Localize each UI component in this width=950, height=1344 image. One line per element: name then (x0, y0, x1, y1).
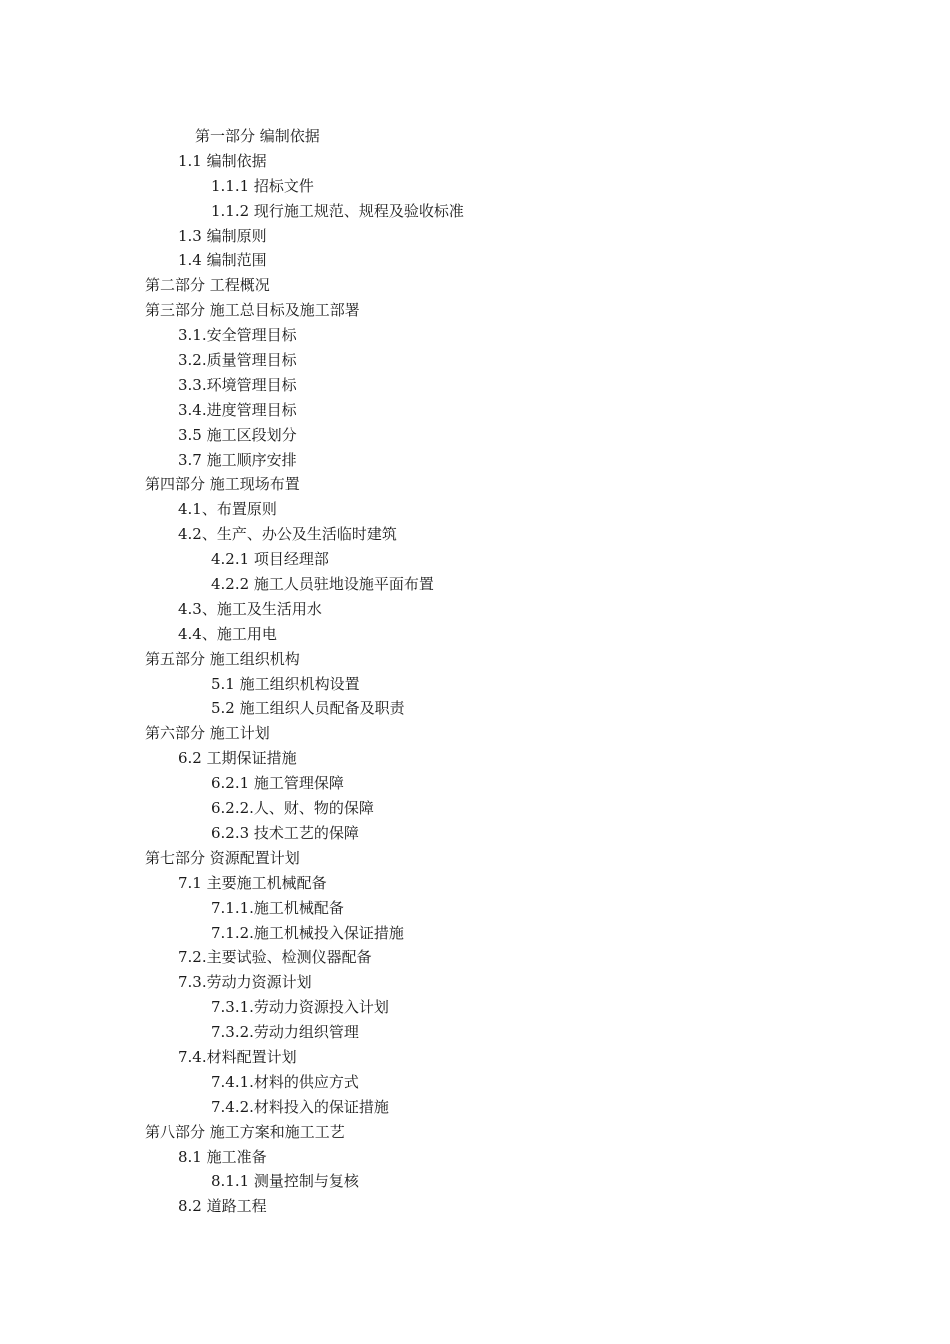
toc-entry: 7.1.1.施工机械配备 (211, 898, 344, 917)
toc-entry: 8.1.1 测量控制与复核 (211, 1172, 359, 1191)
toc-entry: 4.4、施工用电 (178, 624, 277, 643)
toc-part-heading: 第三部分 施工总目标及施工部署 (145, 301, 360, 320)
table-of-contents (0, 124, 950, 1219)
toc-part-heading: 第六部分 施工计划 (145, 724, 270, 743)
toc-entry: 1.1.1 招标文件 (211, 176, 314, 195)
toc-entry: 5.1 施工组织机构设置 (211, 674, 360, 693)
toc-entry: 4.2.2 施工人员驻地设施平面布置 (211, 575, 434, 594)
toc-entry: 3.7 施工顺序安排 (178, 450, 297, 469)
toc-entry: 6.2.3 技术工艺的保障 (211, 823, 359, 842)
toc-entry: 7.4.2.材料投入的保证措施 (211, 1097, 389, 1116)
toc-entry: 6.2.2.人、财、物的保障 (211, 799, 374, 818)
toc-entry: 5.2 施工组织人员配备及职责 (211, 699, 405, 718)
toc-entry: 6.2.1 施工管理保障 (211, 774, 344, 793)
toc-entry: 7.4.材料配置计划 (178, 1047, 297, 1066)
toc-entry: 3.3.环境管理目标 (178, 375, 297, 394)
toc-entry: 4.3、施工及生活用水 (178, 599, 322, 618)
toc-entry: 4.2、生产、办公及生活临时建筑 (178, 525, 397, 544)
toc-entry: 1.4 编制范围 (178, 251, 267, 270)
toc-entry: 1.3 编制原则 (178, 226, 267, 245)
toc-entry: 7.2.主要试验、检测仪器配备 (178, 948, 372, 967)
toc-entry: 4.2.1 项目经理部 (211, 550, 329, 569)
toc-entry: 7.1 主要施工机械配备 (178, 873, 327, 892)
toc-part-heading: 第五部分 施工组织机构 (145, 649, 300, 668)
toc-part-heading: 第一部分 编制依据 (195, 127, 320, 145)
toc-entry: 3.1.安全管理目标 (178, 326, 297, 345)
toc-entry: 3.2.质量管理目标 (178, 351, 297, 370)
toc-entry: 6.2 工期保证措施 (178, 749, 297, 768)
toc-entry: 4.1、布置原则 (178, 500, 277, 519)
toc-entry: 3.4.进度管理目标 (178, 400, 297, 419)
toc-part-heading: 第四部分 施工现场布置 (145, 475, 300, 494)
toc-entry: 8.1 施工准备 (178, 1147, 267, 1166)
toc-entry: 1.1.2 现行施工规范、规程及验收标准 (211, 201, 464, 220)
toc-entry: 1.1 编制依据 (178, 151, 267, 170)
toc-entry: 7.3.2.劳动力组织管理 (211, 1023, 359, 1042)
toc-entry: 7.4.1.材料的供应方式 (211, 1072, 359, 1091)
toc-entry: 8.2 道路工程 (178, 1197, 267, 1216)
toc-part-heading: 第七部分 资源配置计划 (145, 848, 300, 867)
toc-entry: 7.3.劳动力资源计划 (178, 973, 312, 992)
toc-entry: 7.1.2.施工机械投入保证措施 (211, 923, 404, 942)
toc-entry: 7.3.1.劳动力资源投入计划 (211, 998, 389, 1017)
toc-part-heading: 第八部分 施工方案和施工工艺 (145, 1122, 345, 1141)
toc-part-heading: 第二部分 工程概况 (145, 276, 270, 295)
toc-entry: 3.5 施工区段划分 (178, 425, 297, 444)
